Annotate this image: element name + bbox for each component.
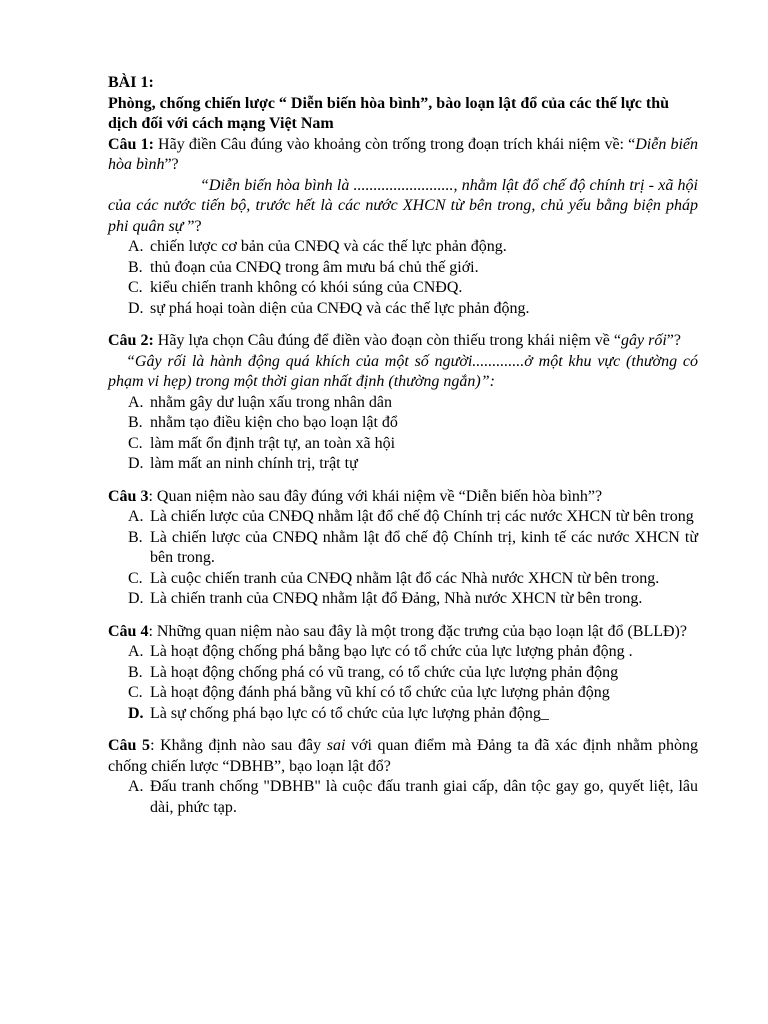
question-3-label: Câu 3: [108, 487, 149, 505]
option-letter: B.: [128, 528, 143, 546]
question-5-sai: sai: [326, 737, 346, 754]
question-2: [108, 331, 698, 475]
option-text: sự phá hoại toàn diện của CNĐQ và các thế lực phản động.: [150, 299, 530, 317]
option-letter: C.: [128, 434, 143, 452]
option-3b: [108, 528, 698, 569]
option-text: chiến lược cơ bản của CNĐQ và các thế lực phản động.: [150, 238, 507, 255]
question-2-term: gây rối: [621, 332, 667, 349]
question-5-text-b: với quan điểm mà Đảng ta đã xác định nhằm phòng chống chiến lược “DBHB”, bạo loạn lật đổ?: [108, 737, 699, 775]
question-5-text-a: : Khẳng định nào sau đây: [150, 737, 327, 754]
option-letter: D.: [128, 299, 144, 317]
option-3d: [108, 589, 698, 610]
option-text: nhằm gây dư luận xấu trong nhân dân: [150, 393, 392, 411]
question-1-options: [108, 237, 698, 319]
question-2-stem: [108, 331, 698, 352]
question-1-quote-text: “Diễn biến hòa bình là ........................., nhằm lật đổ chế độ chính trị - xã hội của các nước tiến bộ, trước hết là các nước XHCN từ bên trong, chủ yếu bằng biện pháp phi quân sự: [108, 176, 698, 235]
option-letter: A.: [128, 393, 144, 411]
question-1: [108, 135, 698, 320]
option-text: Là chiến lược của CNĐQ nhằm lật đổ chế độ Chính trị, kinh tế các nước XHCN từ bên trong.: [150, 528, 698, 566]
option-letter: C.: [128, 684, 143, 701]
option-letter: A.: [128, 643, 144, 660]
question-1-stem: [108, 135, 698, 176]
option-3c: [108, 569, 698, 590]
lesson-title: Phòng, chống chiến lược “ Diễn biến hòa bình”, bào loạn lật đổ của các thế lực thù dịch đối với cách mạng Việt Nam: [108, 94, 670, 132]
option-4b: [108, 663, 698, 684]
question-1-quote: [108, 176, 698, 238]
option-3a: [108, 507, 698, 528]
question-2-text: Hãy lựa chọn Câu đúng để điền vào đoạn còn thiếu trong khái niệm về “: [153, 332, 621, 349]
option-text: Là hoạt động chống phá có vũ trang, có tổ chức của lực lượng phản động: [150, 663, 619, 681]
question-1-quote-end: ”?: [183, 217, 202, 235]
option-text: Là hoạt động chống phá bằng bạo lực có tổ chức của lực lượng phản động .: [150, 643, 633, 660]
question-4-text: : Những quan niệm nào sau đây là một trong đặc trưng của bạo loạn lật đổ (BLLĐ)?: [148, 622, 687, 640]
lesson-heading: BÀI 1:: [108, 74, 154, 91]
option-1a: [108, 237, 698, 258]
option-letter: A.: [128, 508, 144, 525]
option-text: Là cuộc chiến tranh của CNĐQ nhằm lật đổ các Nhà nước XHCN từ bên trong.: [150, 569, 660, 587]
question-2-quote: “Gây rối là hành động quá khích của một số người.............ở một khu vực (thường có phạm vi hẹp) trong một thời gian nhất định (thường ngắn)”:: [108, 352, 698, 390]
option-text: thủ đoạn của CNĐQ trong âm mưu bá chủ thế giới.: [150, 258, 479, 276]
option-text: làm mất an ninh chính trị, trật tự: [150, 455, 358, 472]
option-4a: [108, 642, 698, 663]
option-4c: [108, 683, 698, 704]
option-letter: A.: [128, 778, 144, 795]
question-2-options: [108, 393, 698, 475]
option-text: làm mất ổn định trật tự, an toàn xã hội: [150, 434, 396, 452]
option-text: Là hoạt động đánh phá bằng vũ khí có tổ chức của lực lượng phản động: [150, 684, 610, 701]
option-text: Đấu tranh chống "DBHB" là cuộc đấu tranh giai cấp, dân tộc gay go, quyết liệt, lâu dài, phức tạp.: [150, 778, 698, 816]
option-text: nhằm tạo điều kiện cho bạo loạn lật đổ: [150, 414, 398, 431]
question-5-options: [108, 777, 698, 818]
question-4: [108, 622, 698, 725]
question-5-label: Câu 5: [108, 737, 151, 754]
question-2-close: ”?: [666, 332, 681, 349]
option-text: Là chiến tranh của CNĐQ nhằm lật đổ Đảng, Nhà nước XHCN từ bên trong.: [150, 590, 643, 607]
option-text: Là chiến lược của CNĐQ nhằm lật đổ chế độ Chính trị các nước XHCN từ bên trong: [150, 508, 694, 525]
question-3: [108, 487, 698, 610]
option-2c: [108, 434, 698, 455]
question-5-stem: [108, 736, 698, 777]
question-3-text: : Quan niệm nào sau đây đúng với khái niệm về “Diễn biến hòa bình”?: [148, 487, 603, 505]
option-1b: [108, 258, 698, 279]
question-1-label: Câu 1:: [108, 135, 154, 153]
option-2a: [108, 393, 698, 414]
option-letter: B.: [128, 258, 143, 276]
option-text: Là sự chống phá bạo lực có tổ chức của lực lượng phản động_: [150, 704, 549, 722]
option-letter: B.: [128, 663, 143, 681]
question-2-label: Câu 2:: [108, 332, 154, 349]
question-4-label: Câu 4: [108, 622, 149, 640]
option-letter: D.: [128, 704, 144, 722]
option-letter: D.: [128, 455, 144, 472]
option-letter: C.: [128, 279, 143, 296]
option-letter: B.: [128, 414, 143, 431]
question-1-close: ”?: [164, 156, 179, 173]
question-4-stem: [108, 622, 698, 643]
option-2d: [108, 454, 698, 475]
option-text: kiểu chiến tranh không có khói súng của CNĐQ.: [150, 279, 463, 296]
option-1d: [108, 299, 698, 320]
option-2b: [108, 413, 698, 434]
option-1c: [108, 278, 698, 299]
question-1-term: Diễn biến hòa bình: [108, 135, 698, 173]
option-4d: [108, 704, 698, 725]
question-5: [108, 736, 698, 818]
option-letter: C.: [128, 569, 143, 587]
option-letter: D.: [128, 590, 144, 607]
question-4-options: [108, 642, 698, 724]
option-5a: [108, 777, 698, 818]
question-3-options: [108, 507, 698, 610]
question-3-stem: [108, 487, 698, 508]
option-letter: A.: [128, 238, 144, 255]
question-1-text: Hãy điền Câu đúng vào khoảng còn trống trong đoạn trích khái niệm về: “: [153, 135, 636, 153]
